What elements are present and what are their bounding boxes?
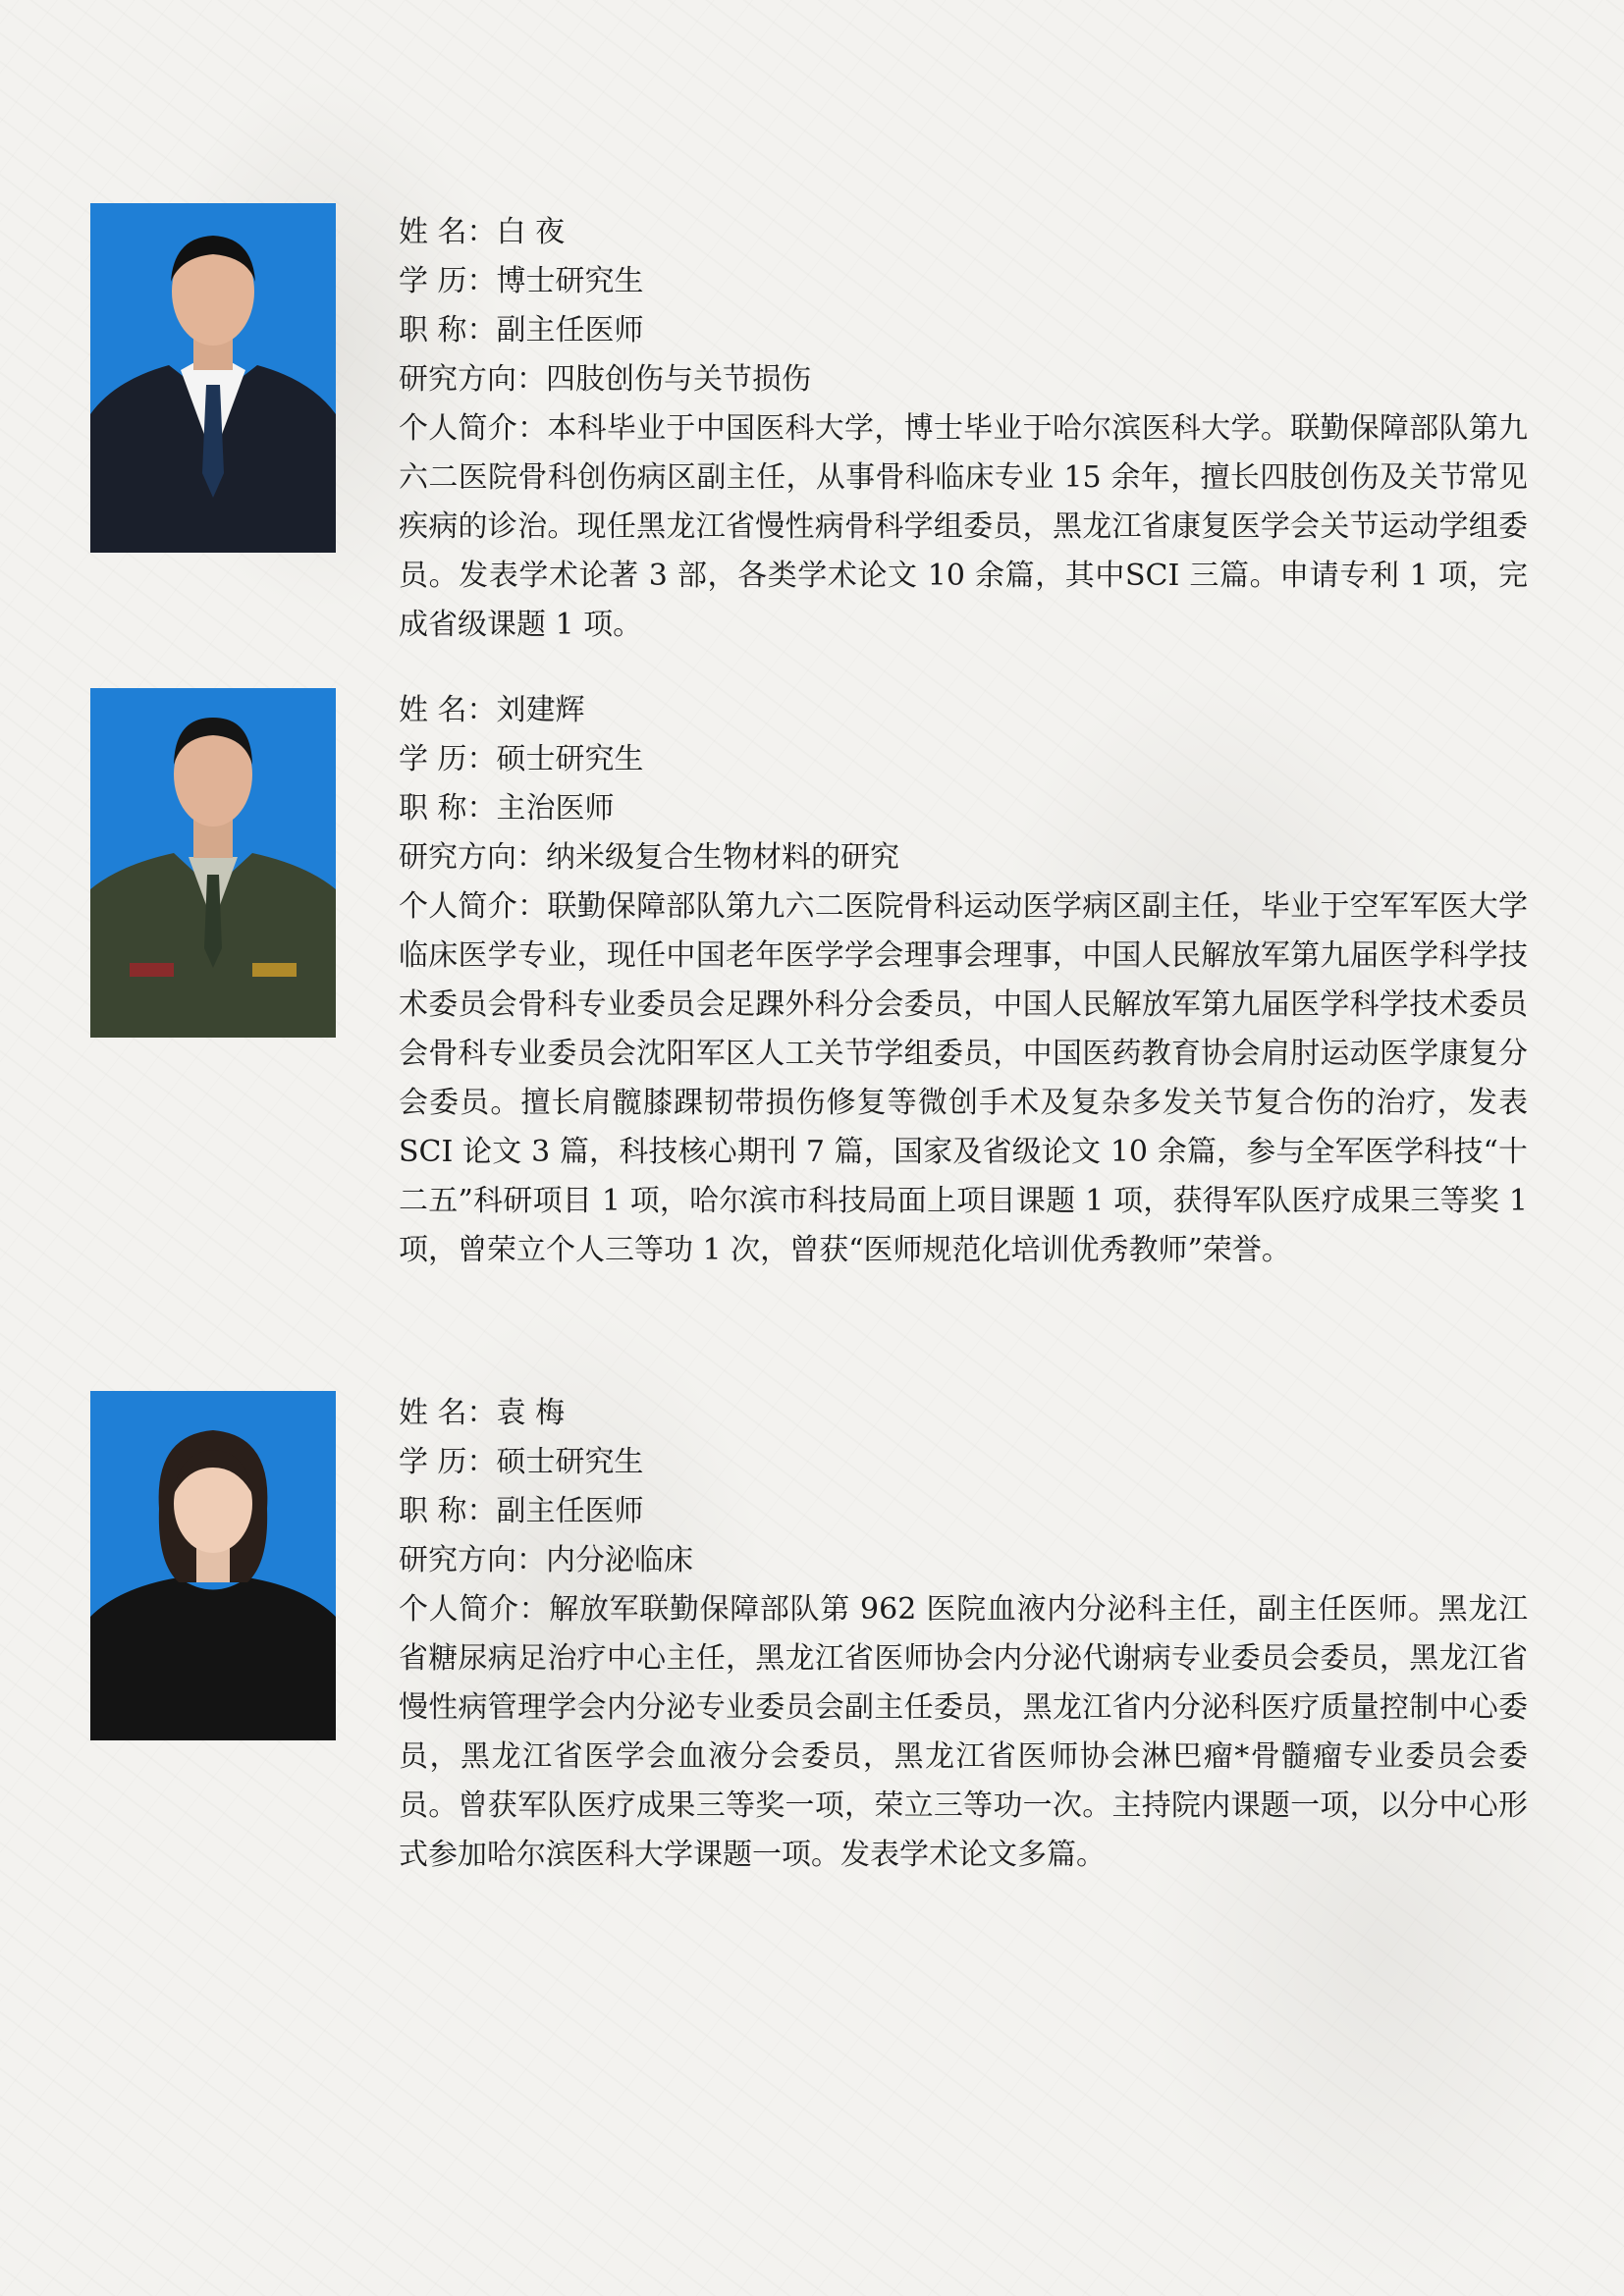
bio-paragraph: 个人简介：联勤保障部队第九六二医院骨科运动医学病区副主任，毕业于空军军医大学临床医学专业，现任中国老年医学学会理事会理事，中国人民解放军第九届医学科学技术委员会骨科专业委员会足踝外科分会委员，中国人民解放军第九届医学科学技术委员会骨科专业委员会沈阳军区人工关节学组委员，中国医药教育协会肩肘运动医学康复分会委员。擅长肩髋膝踝韧带损伤修复等微创手术及复杂多发关节复合伤的治疗，发表 SCI 论文 3 篇，科技核心期刊 7 篇，国家及省级论文 10 余篇，参与全军医学科技“十二五”科研项目 1 项，哈尔滨市科技局面上项目课题 1 项，获得军队医疗成果三等奖 1 项，曾荣立个人三等功 1 次，曾获“医师规范化培训优秀教师”荣誉。 [399, 889, 1528, 1267]
research-line: 研究方向：纳米级复合生物材料的研究 [399, 840, 899, 875]
portrait-man-suit-image [90, 203, 336, 553]
portrait-photo-2 [90, 688, 336, 1038]
research-line: 研究方向：四肢创伤与关节损伤 [399, 362, 811, 397]
title-line: 职 称：副主任医师 [399, 1494, 644, 1528]
education-line: 学 历：博士研究生 [399, 264, 644, 298]
name-line: 姓 名：刘建辉 [399, 693, 585, 727]
name-line: 姓 名：白 夜 [399, 215, 566, 249]
portrait-woman-image [90, 1391, 336, 1740]
portrait-photo-1 [90, 203, 336, 553]
bio-paragraph: 个人简介：本科毕业于中国医科大学，博士毕业于哈尔滨医科大学。联勤保障部队第九六二医院骨科创伤病区副主任，从事骨科临床专业 15 余年，擅长四肢创伤及关节常见疾病的诊治。现任黑龙江省慢性病骨科学组委员，黑龙江省康复医学会关节运动学组委员。发表学术论著 3 部，各类学术论文 10 余篇，其中SCI 三篇。申请专利 1 项，完成省级课题 1 项。 [399, 411, 1528, 642]
name-line: 姓 名：袁 梅 [399, 1396, 566, 1430]
profile-info-3 [399, 1389, 1528, 1880]
title-line: 职 称：副主任医师 [399, 313, 644, 347]
title-line: 职 称：主治医师 [399, 791, 615, 826]
research-line: 研究方向：内分泌临床 [399, 1543, 693, 1577]
portrait-man-uniform-image [90, 688, 336, 1038]
education-line: 学 历：硕士研究生 [399, 1445, 644, 1479]
bio-paragraph: 个人简介：解放军联勤保障部队第 962 医院血液内分泌科主任，副主任医师。黑龙江省糖尿病足治疗中心主任，黑龙江省医师协会内分泌代谢病专业委员会委员，黑龙江省慢性病管理学会内分泌专业委员会副主任委员，黑龙江省内分泌科医疗质量控制中心委员，黑龙江省医学会血液分会委员，黑龙江省医师协会淋巴瘤*骨髓瘤专业委员会委员。曾获军队医疗成果三等奖一项，荣立三等功一次。主持院内课题一项，以分中心形式参加哈尔滨医科大学课题一项。发表学术论文多篇。 [399, 1592, 1528, 1872]
education-line: 学 历：硕士研究生 [399, 742, 644, 776]
profile-info-1 [399, 208, 1528, 650]
profile-info-2 [399, 686, 1528, 1275]
portrait-photo-3 [90, 1391, 336, 1740]
